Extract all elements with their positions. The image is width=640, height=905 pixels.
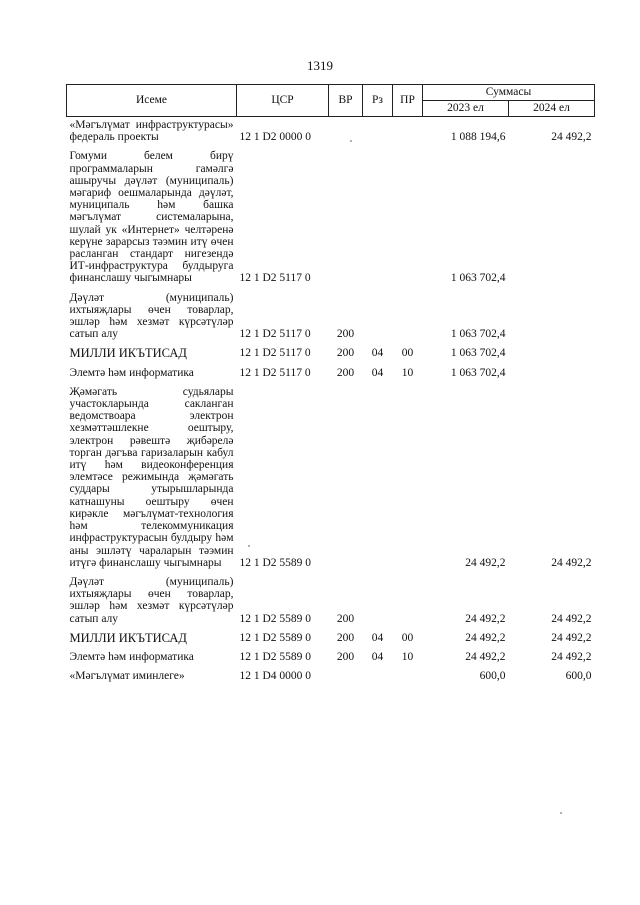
cell-s24 — [509, 343, 595, 362]
table-row — [67, 117, 595, 147]
cell-rz: 04 — [371, 347, 384, 360]
cell-s23: 600,0 — [479, 670, 506, 683]
budget-table — [66, 84, 595, 685]
cell-name: Дәүләт (муниципаль) ихтыяҗлары өчен товарлар, эшләр һәм хезмәт күрсәтүләр сатып алу — [69, 291, 234, 341]
header-name: Исеме — [67, 85, 237, 117]
header-pr: ПР — [393, 85, 423, 117]
cell-s24: 24 492,2 — [551, 131, 592, 144]
cell-rz — [363, 382, 393, 572]
cell-s23: 1 088 194,6 — [450, 131, 506, 144]
cell-csr: 12 1 D2 5589 0 — [239, 612, 312, 625]
cell-csr: 12 1 D2 5117 0 — [239, 366, 311, 379]
cell-pr — [393, 572, 423, 628]
cell-s23: 24 492,2 — [465, 650, 506, 663]
scan-speck — [350, 140, 352, 142]
cell-pr — [393, 117, 423, 147]
header-year-2023: 2023 ел — [423, 101, 509, 117]
cell-vr: 200 — [336, 366, 355, 379]
cell-vr — [329, 382, 363, 572]
cell-csr: 12 1 D2 5589 0 — [239, 631, 312, 644]
table-row — [67, 666, 595, 685]
cell-name: Элемтә һәм информатика — [69, 650, 194, 663]
cell-s24: 600,0 — [565, 670, 592, 683]
cell-name: «Мәгълүмат инфраструктурасы» федераль проекты — [69, 119, 234, 144]
cell-csr: 12 1 D2 5117 0 — [239, 272, 311, 285]
cell-s23: 24 492,2 — [465, 556, 506, 569]
cell-vr: 200 — [336, 347, 355, 360]
cell-name: Җәмәгать судьялары участокларында сакланган ведомствоара электрон хезмәттәшлекне оештыру, электрон рәвештә җибәрелә торган дәгъва гаризаларын кабул итү һәм видеоконференция элемтәсе режимында җәмәгать суддары утырышларында катнашуны оештыру өчен кирәкле мәгълүмат-технология һәм телекоммуникация инфраструктурасын булдыру һәм аны эшләтү чараларын тәэмин итүгә финанслашу чыгымнары — [69, 385, 234, 569]
cell-csr: 12 1 D2 0000 0 — [239, 131, 312, 144]
cell-pr: 10 — [401, 366, 414, 379]
cell-pr — [393, 146, 423, 287]
cell-s23: 1 063 702,4 — [450, 272, 506, 285]
cell-s24 — [509, 363, 595, 382]
cell-name: Гомуми белем бирү программаларын гамәлгә ашыручы дәүләт (муниципаль) мәгариф оешмаларында дәүләт, муниципаль һәм башка мәгълүмат системаларына, шулай ук «Интернет» челтәренә керүне зарарсыз тәэмин итү өчен расланган стандарт нигезендә ИТ-инфраструктура булдыруга финанслашу чыгымнары — [69, 150, 234, 285]
cell-vr: 200 — [336, 650, 355, 663]
cell-rz — [363, 288, 393, 344]
cell-pr: 00 — [401, 631, 414, 644]
cell-vr — [329, 666, 363, 685]
cell-s23: 1 063 702,4 — [450, 366, 506, 379]
cell-pr — [393, 288, 423, 344]
header-year-2024: 2024 ел — [509, 101, 595, 117]
cell-pr: 00 — [401, 347, 414, 360]
cell-pr: 10 — [401, 650, 414, 663]
cell-pr — [393, 382, 423, 572]
cell-s23: 24 492,2 — [465, 631, 506, 644]
cell-name: Элемтә һәм информатика — [69, 366, 194, 379]
cell-csr: 12 1 D2 5589 0 — [239, 650, 312, 663]
cell-vr — [329, 117, 363, 147]
header-rz: Рз — [363, 85, 393, 117]
table-row — [67, 146, 595, 287]
cell-vr — [329, 146, 363, 287]
cell-s24 — [509, 288, 595, 344]
table-row — [67, 343, 595, 362]
table-row — [67, 572, 595, 628]
table-row — [67, 363, 595, 382]
cell-rz — [363, 572, 393, 628]
cell-s24: 24 492,2 — [551, 631, 592, 644]
table-row — [67, 288, 595, 344]
table-body — [67, 117, 595, 686]
cell-csr: 12 1 D2 5589 0 — [239, 556, 312, 569]
header-sums: Суммасы — [423, 85, 595, 101]
header-vr: ВР — [329, 85, 363, 117]
cell-name: Дәүләт (муниципаль) ихтыяҗлары өчен товарлар, эшләр һәм хезмәт күрсәтүләр сатып алу — [69, 575, 234, 625]
cell-s23: 24 492,2 — [465, 612, 506, 625]
cell-vr: 200 — [336, 612, 355, 625]
cell-s24: 24 492,2 — [551, 612, 592, 625]
cell-s23: 1 063 702,4 — [450, 328, 506, 341]
cell-vr: 200 — [336, 631, 355, 644]
cell-rz: 04 — [371, 631, 384, 644]
cell-s24: 24 492,2 — [551, 650, 592, 663]
cell-csr: 12 1 D2 5117 0 — [239, 347, 311, 360]
cell-rz: 04 — [371, 650, 384, 663]
table-row — [67, 628, 595, 647]
scan-speck — [248, 545, 250, 547]
table-row — [67, 382, 595, 572]
cell-rz — [363, 146, 393, 287]
table-row — [67, 647, 595, 666]
cell-s24 — [509, 146, 595, 287]
cell-vr: 200 — [336, 328, 355, 341]
cell-name: МИЛЛИ ИКЪТИСАД — [69, 346, 187, 361]
scan-speck — [560, 812, 562, 814]
cell-s24: 24 492,2 — [551, 556, 592, 569]
header-csr: ЦСР — [237, 85, 329, 117]
cell-pr — [393, 666, 423, 685]
cell-rz — [363, 666, 393, 685]
cell-csr: 12 1 D4 0000 0 — [239, 670, 312, 683]
cell-name: «Мәгълүмат иминлеге» — [69, 670, 185, 683]
page-number: 1319 — [307, 58, 333, 73]
cell-rz — [363, 117, 393, 147]
cell-csr: 12 1 D2 5117 0 — [239, 328, 311, 341]
cell-name: МИЛЛИ ИКЪТИСАД — [69, 630, 187, 645]
cell-s23: 1 063 702,4 — [450, 347, 506, 360]
cell-rz: 04 — [371, 366, 384, 379]
table-header — [67, 85, 595, 117]
